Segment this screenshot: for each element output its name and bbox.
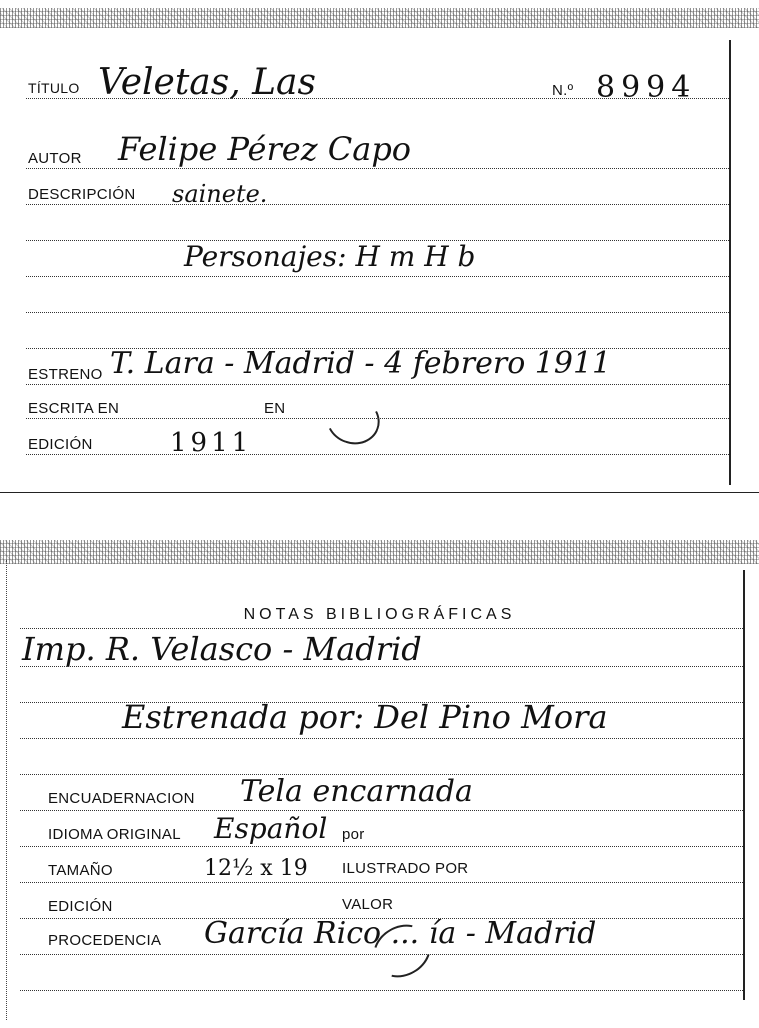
titulo-value: Veletas, Las <box>98 62 316 103</box>
estreno-value: T. Lara - Madrid - 4 febrero 1911 <box>110 346 612 381</box>
note-estrenada: Estrenada por: Del Pino Mora <box>122 698 608 736</box>
rule-line <box>20 882 743 883</box>
rule-line <box>26 276 729 277</box>
rule-line <box>20 954 743 955</box>
card-right-border <box>743 570 745 1000</box>
rule-line <box>26 204 729 205</box>
encuadernacion-value: Tela encarnada <box>240 774 473 809</box>
rule-line <box>26 168 729 169</box>
numero-label: N.º <box>552 82 574 99</box>
idioma-label: IDIOMA ORIGINAL <box>48 826 181 843</box>
rule-line <box>20 628 743 629</box>
estreno-label: ESTRENO <box>28 366 103 383</box>
edicion-label: EDICIÓN <box>28 436 93 453</box>
rule-line <box>20 846 743 847</box>
titulo-label: TÍTULO <box>28 80 80 96</box>
en-label: EN <box>264 400 286 417</box>
idioma-value: Español <box>214 812 328 845</box>
descripcion-value: sainete. <box>172 180 268 208</box>
edicion-value: 1911 <box>170 428 253 458</box>
rule-line <box>26 384 729 385</box>
rule-line <box>20 738 743 739</box>
procedencia-value: García Rico ... ía - Madrid <box>204 916 597 951</box>
card-left-border <box>6 560 7 1020</box>
scan-edge-noise <box>0 540 759 564</box>
card-right-border <box>729 40 731 485</box>
rule-line <box>20 810 743 811</box>
descripcion-label: DESCRIPCIÓN <box>28 186 136 203</box>
rule-line <box>26 312 729 313</box>
ilustrado-label: ILUSTRADO POR <box>342 860 469 877</box>
rule-line <box>26 98 729 99</box>
encuadernacion-label: ENCUADERNACION <box>48 790 195 807</box>
personajes-value: Personajes: H m H b <box>184 240 476 273</box>
note-imprenta: Imp. R. Velasco - Madrid <box>22 630 422 668</box>
tamano-value: 12½ x 19 <box>204 856 308 881</box>
notas-heading: NOTAS BIBLIOGRÁFICAS <box>243 606 516 623</box>
rule-line <box>26 418 729 419</box>
autor-label: AUTOR <box>28 150 82 167</box>
rule-line <box>26 454 729 455</box>
edicion2-label: EDICIÓN <box>48 898 113 915</box>
card-separator <box>0 492 759 493</box>
escrita-label: ESCRITA EN <box>28 400 120 417</box>
scan-edge-noise <box>0 8 759 28</box>
por-label: por <box>342 826 365 843</box>
rule-line <box>20 990 743 991</box>
numero-value: 8994 <box>596 70 697 105</box>
tamano-label: TAMAÑO <box>48 862 113 879</box>
autor-value: Felipe Pérez Capo <box>118 130 412 168</box>
procedencia-label: PROCEDENCIA <box>48 932 162 949</box>
rule-line <box>20 666 743 667</box>
valor-label: VALOR <box>342 896 394 913</box>
